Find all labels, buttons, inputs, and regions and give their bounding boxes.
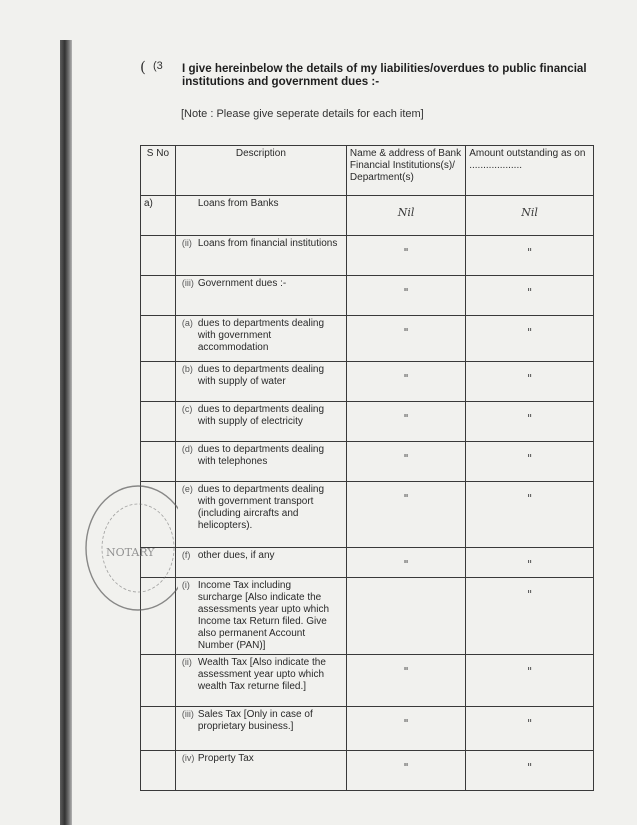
table-row (141, 402, 594, 442)
row-description (175, 362, 346, 402)
handwritten-amount: " (527, 588, 533, 601)
row-amount (466, 442, 594, 482)
handwritten-name: " (403, 558, 409, 571)
row-sno (141, 751, 176, 791)
row-description (175, 196, 346, 236)
row-sub-index: (iii) (181, 709, 194, 719)
handwritten-name: " (403, 246, 409, 259)
row-desc-text: dues to departments dealing with supply of electricity (197, 404, 325, 427)
row-amount (466, 362, 594, 402)
row-desc-text: Loans from Banks (197, 198, 279, 209)
handwritten-amount: " (527, 452, 533, 465)
handwritten-amount: Nil (521, 206, 538, 219)
row-desc-text: dues to departments dealing with government transport (including aircrafts and helicopters). (197, 484, 325, 531)
row-name (346, 751, 465, 791)
row-description (175, 707, 346, 751)
table-row (141, 482, 594, 548)
row-amount (466, 707, 594, 751)
row-name (346, 655, 465, 707)
row-name (346, 362, 465, 402)
row-desc-text: dues to departments dealing with government accommodation (197, 318, 325, 353)
row-name (346, 276, 465, 316)
row-sub-index: (a) (181, 318, 193, 328)
row-description (175, 402, 346, 442)
table-row (141, 196, 594, 236)
row-desc-text: Income Tax including surcharge [Also indicate the assessments year upto which Income tax Return filed. Give also permanent Account Number (PAN)] (197, 580, 330, 651)
header-name-address: Name & address of Bank Financial Institutions(s)/ Department(s) (346, 146, 465, 196)
table-row (141, 316, 594, 362)
binding-edge (60, 40, 72, 825)
handwritten-amount: " (527, 326, 533, 339)
row-sno (141, 442, 176, 482)
handwritten-amount: " (527, 372, 533, 385)
handwritten-name: " (403, 717, 409, 730)
svg-text:NOTARY: NOTARY (106, 546, 155, 559)
row-sno (141, 316, 176, 362)
handwritten-name: " (403, 761, 409, 774)
row-amount (466, 578, 594, 655)
handwritten-name: " (403, 412, 409, 425)
handwritten-name: " (403, 372, 409, 385)
row-description (175, 548, 346, 578)
handwritten-amount: " (527, 492, 533, 505)
row-name (346, 316, 465, 362)
handwritten-name: " (403, 326, 409, 339)
header-amount: Amount outstanding as on ................... (466, 146, 594, 196)
table-row (141, 442, 594, 482)
row-sno (141, 276, 176, 316)
handwritten-name: Nil (397, 206, 415, 219)
row-desc-text: Property Tax (197, 753, 254, 764)
row-description (175, 482, 346, 548)
row-sno (141, 402, 176, 442)
table-row (141, 751, 594, 791)
section-note: [Note : Please give seperate details for each item] (181, 108, 424, 120)
handwritten-amount: " (527, 558, 533, 571)
row-description (175, 578, 346, 655)
row-name (346, 707, 465, 751)
header-description: Description (175, 146, 346, 196)
section-heading: I give hereinbelow the details of my liabilities/overdues to public financial institutions and government dues :- (182, 62, 587, 88)
row-sub-index: (e) (181, 484, 193, 494)
row-description (175, 276, 346, 316)
handwritten-amount: " (527, 717, 533, 730)
row-sno (141, 707, 176, 751)
table-row (141, 655, 594, 707)
row-sno (141, 362, 176, 402)
row-description (175, 236, 346, 276)
row-desc-text: Sales Tax [Only in case of proprietary business.] (197, 709, 313, 732)
handwritten-amount: " (527, 286, 533, 299)
row-amount (466, 482, 594, 548)
handwritten-amount: " (527, 412, 533, 425)
notary-stamp (78, 478, 178, 618)
row-sub-index: (iv) (181, 753, 195, 763)
row-name (346, 482, 465, 548)
table-row (141, 362, 594, 402)
row-name (346, 236, 465, 276)
row-amount (466, 402, 594, 442)
table-row (141, 236, 594, 276)
row-desc-text: dues to departments dealing with telephones (197, 444, 325, 467)
row-desc-text: Government dues :- (197, 278, 287, 289)
row-name (346, 402, 465, 442)
table-header-row (141, 146, 594, 196)
row-sub-index: (d) (181, 444, 193, 454)
row-sno (141, 655, 176, 707)
handwritten-name: " (403, 452, 409, 465)
row-description (175, 655, 346, 707)
table-row (141, 548, 594, 578)
row-amount (466, 276, 594, 316)
row-name (346, 548, 465, 578)
row-sub-index: (iii) (181, 278, 194, 288)
row-amount (466, 751, 594, 791)
row-name (346, 578, 465, 655)
handwritten-name: " (403, 492, 409, 505)
paragraph-number: (3 (153, 60, 163, 72)
row-sub-index: (i) (181, 580, 190, 590)
row-amount (466, 655, 594, 707)
row-desc-text: Loans from financial institutions (197, 238, 338, 249)
header-sno: S No (141, 146, 176, 196)
row-description (175, 316, 346, 362)
handwritten-name: " (403, 665, 409, 678)
table-row (141, 276, 594, 316)
handwritten-amount: " (527, 665, 533, 678)
handwritten-name: " (403, 286, 409, 299)
row-sub-index: (b) (181, 364, 193, 374)
row-sub-index: (ii) (181, 238, 192, 248)
row-description (175, 751, 346, 791)
row-desc-text: Wealth Tax [Also indicate the assessment year upto which wealth Tax returne filed.] (197, 657, 326, 692)
row-amount (466, 196, 594, 236)
row-sub-index: (f) (181, 550, 191, 560)
row-description (175, 442, 346, 482)
row-amount (466, 236, 594, 276)
table-row (141, 707, 594, 751)
row-amount (466, 548, 594, 578)
liabilities-table (140, 145, 594, 791)
row-desc-text: other dues, if any (197, 550, 275, 561)
handwritten-name (350, 580, 462, 588)
table-row (141, 578, 594, 655)
handwritten-amount: " (527, 246, 533, 259)
row-sno (141, 236, 176, 276)
row-desc-text: dues to departments dealing with supply of water (197, 364, 325, 387)
row-name (346, 196, 465, 236)
row-sno: a) (141, 196, 176, 236)
row-sub-index: (ii) (181, 657, 192, 667)
row-sub-index: (c) (181, 404, 193, 414)
row-amount (466, 316, 594, 362)
handwritten-amount: " (527, 761, 533, 774)
row-name (346, 442, 465, 482)
margin-mark: ( (140, 58, 146, 76)
